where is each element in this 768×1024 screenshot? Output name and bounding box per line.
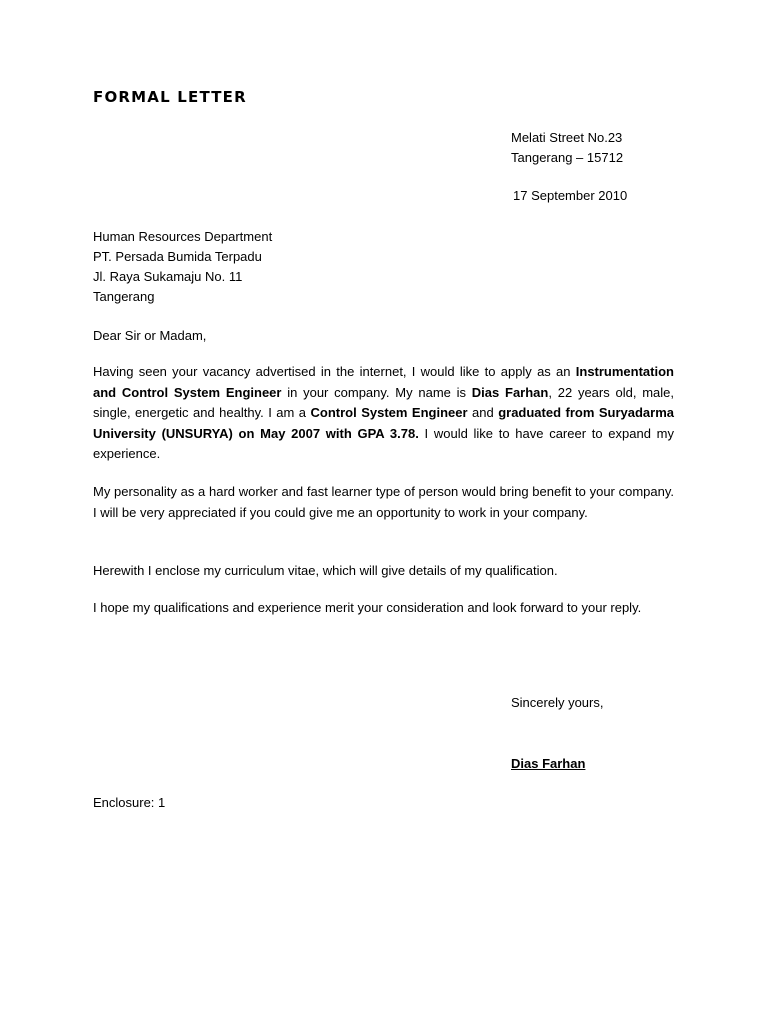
p1-education: graduated from Suryadarma University (UNSURYA) on May 2007 with GPA 3.78. [93,405,675,441]
p1-text-5: I would like to have career to expand my experience. [93,425,674,461]
body-paragraph-2: My personality as a hard worker and fast learner type of person would bring benefit to your company. I will be very appreciated if you could give me an opportunity to work in your company. [93,484,674,520]
p1-text-3: , 22 years old, male, single, energetic and healthy. I am a [93,384,674,420]
p1-position: Instrumentation and Control System Engineer [93,364,674,400]
closing: Sincerely yours, [511,695,604,710]
p1-text-1: Having seen your vacancy advertised in the internet, I would like to apply as an [93,364,576,379]
enclosure-note: Enclosure: 1 [93,795,166,810]
recipient-city: Tangerang [93,289,155,304]
sender-street: Melati Street No.23 [511,130,623,145]
recipient-company: PT. Persada Bumida Terpadu [93,249,262,264]
p1-text-4: and [467,405,499,420]
p1-role: Control System Engineer [310,405,468,420]
recipient-department: Human Resources Department [93,229,273,244]
body-paragraph-1 [93,362,674,465]
body-paragraph-4: I hope my qualifications and experience merit your consideration and look forward to your reply. [93,600,642,615]
letter-date: 17 September 2010 [513,188,628,203]
sender-city: Tangerang – 15712 [511,150,624,165]
salutation: Dear Sir or Madam, [93,328,207,343]
sender-address [511,128,623,168]
p1-text-2: in your company. My name is [281,384,472,400]
recipient-street: Jl. Raya Sukamaju No. 11 [93,269,243,284]
recipient-address [93,227,272,307]
p1-name: Dias Farhan [471,384,549,400]
signature-name: Dias Farhan [511,756,586,771]
body-paragraph-3: Herewith I enclose my curriculum vitae, which will give details of my qualification. [93,563,558,578]
letter-title: FORMAL LETTER [93,88,247,106]
